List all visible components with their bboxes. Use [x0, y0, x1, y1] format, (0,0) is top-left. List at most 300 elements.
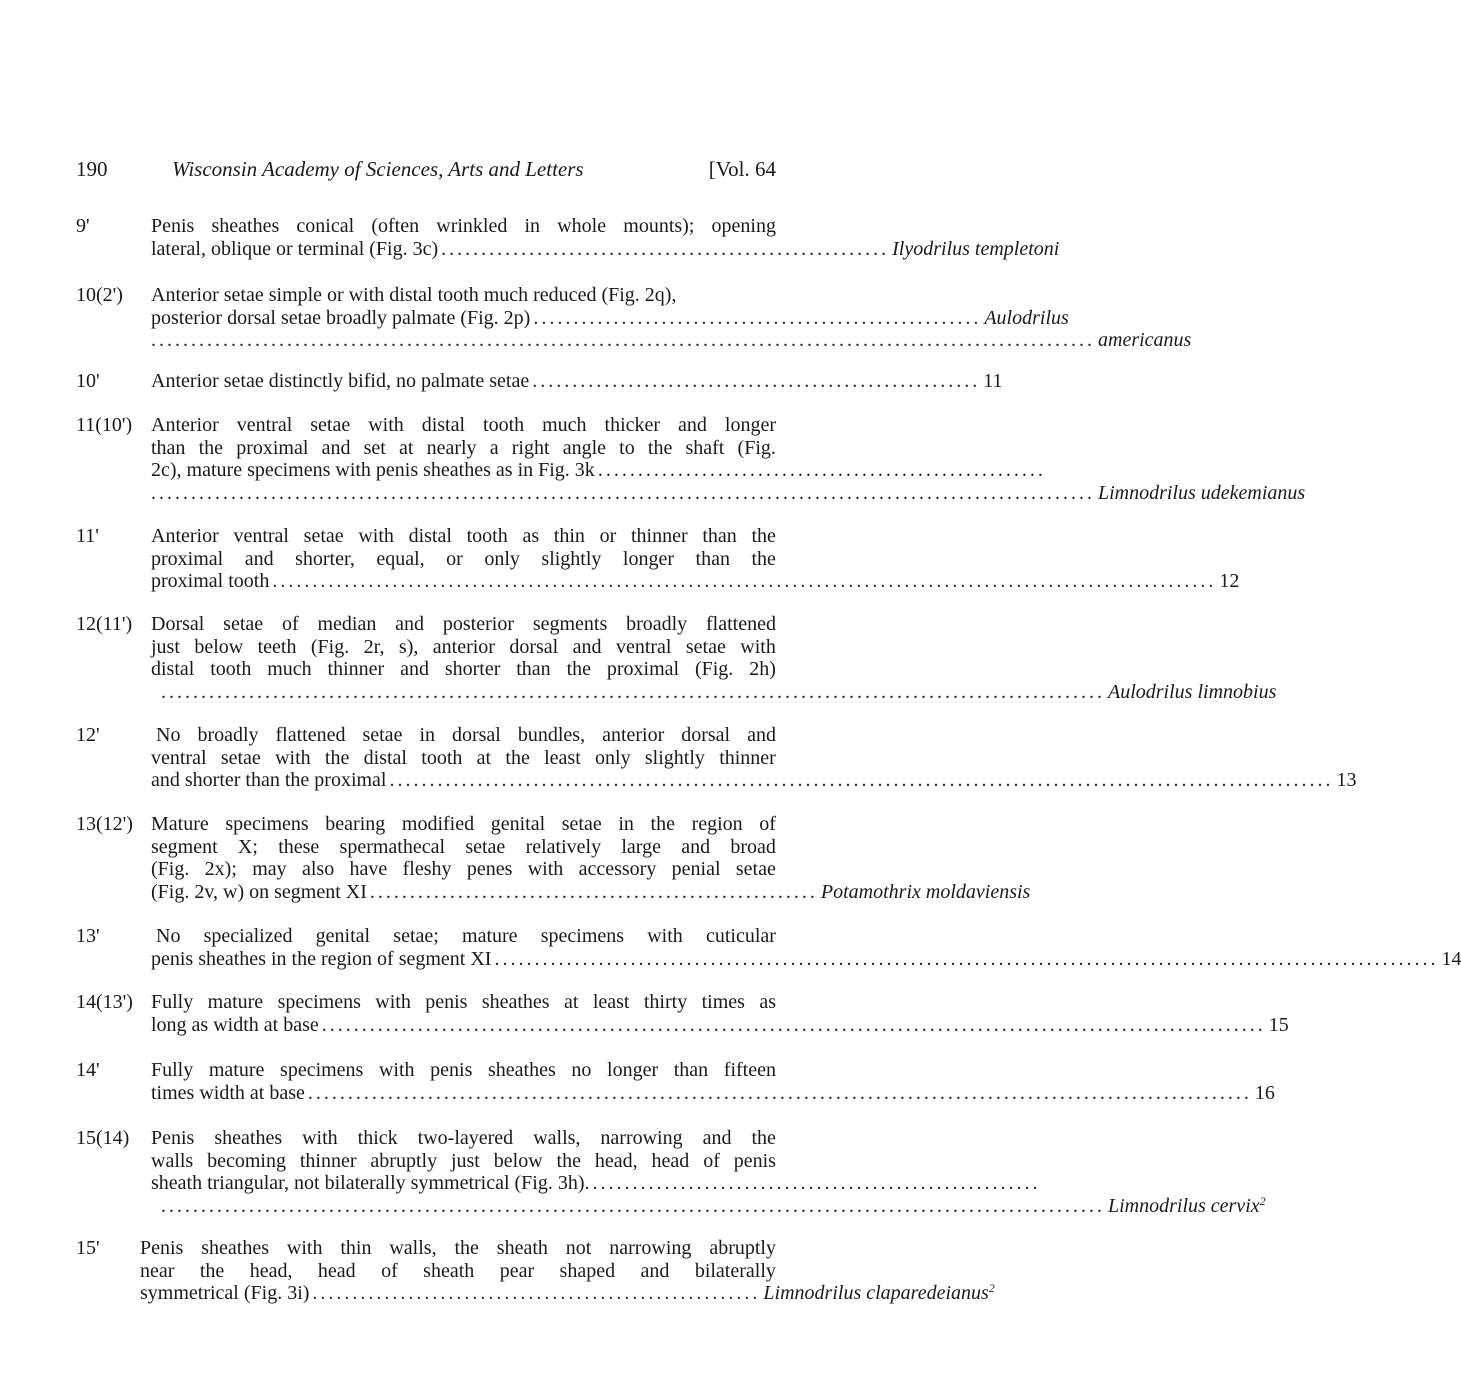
couplet-number: 12(11'): [76, 613, 133, 635]
word: and: [640, 1259, 670, 1282]
word: Anterior: [151, 525, 219, 547]
word: (Fig.: [694, 658, 734, 680]
word: sheath: [423, 1259, 475, 1282]
couplet-number: 14(13'): [76, 991, 133, 1013]
word: relatively: [525, 835, 602, 858]
word: as: [759, 991, 776, 1013]
word: with: [286, 1237, 323, 1259]
word: to: [619, 436, 635, 459]
word: genital: [315, 925, 371, 947]
lead-number: 15: [1268, 1013, 1289, 1036]
word: slightly: [541, 547, 602, 570]
word: with: [275, 746, 311, 769]
couplet-line-text: lateral, oblique or terminal (Fig. 3c): [151, 237, 439, 260]
couplet-line: [151, 1013, 1289, 1037]
dot-leader: ......................................................................................................................: [161, 680, 1105, 703]
taxon-result: Aulodrilus limnobius: [1108, 680, 1277, 703]
word: setae: [465, 835, 506, 858]
couplet-line: [151, 370, 1003, 393]
dot-leader: ......................................................................................................................: [161, 1194, 1105, 1217]
couplet-line: Anterior setae simple or with distal tooth much reduced (Fig. 2q),: [151, 284, 677, 306]
couplet-line: [151, 215, 776, 238]
word: genital: [490, 813, 546, 835]
couplet-line-text: sheath triangular, not bilaterally symmetrical (Fig. 3h).: [151, 1172, 590, 1194]
word: head,: [249, 1259, 293, 1282]
couplet-line-text: times width at base: [151, 1081, 305, 1104]
word: sheathes: [488, 1059, 556, 1081]
couplet-text: [151, 284, 1192, 352]
word: near: [140, 1259, 175, 1282]
word: times: [701, 991, 745, 1013]
word: longer: [622, 547, 675, 570]
word: and: [321, 436, 351, 459]
couplet-line: [151, 769, 1357, 792]
word: penis: [733, 1149, 776, 1172]
couplet-text: [151, 525, 1240, 593]
word: spermathecal: [339, 835, 446, 858]
couplet-line-text: symmetrical (Fig. 3i): [140, 1282, 310, 1304]
word: below: [194, 635, 244, 658]
word: thinner: [630, 525, 688, 547]
word: in: [419, 724, 435, 746]
word: head: [317, 1259, 356, 1282]
word: 2x);: [204, 858, 237, 880]
word: fleshy: [402, 858, 452, 880]
couplet-line-text: Anterior setae distinctly bifid, no palmate setae: [151, 370, 530, 392]
word: right: [511, 436, 550, 459]
word: much: [267, 658, 312, 680]
word: s),: [398, 635, 419, 658]
word: specimens: [225, 813, 309, 835]
word: abruptly: [370, 1149, 438, 1172]
couplet-line: [151, 237, 1060, 261]
word: angle: [562, 436, 607, 459]
word: Fully: [151, 991, 194, 1013]
word: No: [156, 925, 181, 947]
word: proximal: [606, 658, 680, 680]
couplet-line: [151, 636, 776, 659]
lead-number: 11: [983, 370, 1003, 392]
couplet-line: [151, 437, 776, 460]
word: these: [278, 835, 320, 858]
couplet-line-text: (Fig. 2v, w) on segment XI: [151, 880, 367, 903]
word: least: [544, 746, 581, 769]
word: in: [618, 813, 634, 835]
word: the: [198, 436, 224, 459]
couplet-number: 11(10'): [76, 414, 133, 436]
word: setae;: [393, 925, 439, 947]
word: penial: [671, 858, 721, 880]
word: with: [740, 635, 776, 658]
couplet-text: [151, 613, 1277, 703]
word: the: [566, 658, 591, 680]
word: setae: [220, 746, 261, 769]
couplet-number: 15(14): [76, 1127, 130, 1149]
lead-number: 16: [1254, 1081, 1275, 1104]
dot-leader: ........................................................: [312, 1282, 761, 1304]
taxon-name: Limnodrilus cervix: [1108, 1194, 1260, 1217]
word: specimens: [540, 925, 625, 947]
word: and: [244, 547, 274, 570]
couplet-line: [140, 1281, 995, 1305]
taxon-result: Limnodrilus udekemianus: [1098, 481, 1306, 504]
couplet-text: [151, 991, 1289, 1036]
word: of: [703, 1149, 720, 1172]
word: teeth: [257, 635, 297, 658]
couplet-number: 12': [76, 724, 100, 746]
word: tooth: [210, 658, 252, 680]
word: longer: [607, 1059, 659, 1081]
word: with: [527, 858, 564, 880]
word: tooth: [466, 525, 508, 547]
word: whole: [557, 215, 607, 237]
couplet-line: [140, 1237, 776, 1260]
word: of: [281, 613, 299, 635]
word: accessory: [578, 858, 657, 880]
lead-number: 12: [1219, 570, 1240, 592]
couplet-line: [151, 925, 776, 948]
word: flattened: [275, 724, 346, 746]
couplet-line: [151, 858, 776, 881]
word: conical: [296, 215, 355, 237]
couplet-text: [140, 1237, 995, 1305]
dot-leader: ......................................................................................................................: [494, 947, 1439, 970]
word: than: [702, 525, 737, 547]
word: walls,: [389, 1237, 437, 1259]
dot-leader: ........................................................: [441, 237, 890, 260]
couplet-text: [151, 1127, 1266, 1217]
word: Anterior: [151, 414, 219, 436]
word: ventral: [151, 746, 207, 769]
word: penis: [430, 1059, 473, 1081]
word: narrowing: [609, 1237, 692, 1259]
couplet-line: [151, 1172, 1041, 1195]
word: thirty: [643, 991, 688, 1013]
word: distal: [408, 525, 452, 547]
footnote-marker: 2: [988, 1281, 995, 1295]
word: abruptly: [709, 1237, 776, 1259]
word: and: [747, 724, 776, 746]
word: wrinkled: [436, 215, 508, 237]
word: slightly: [644, 746, 705, 769]
couplet-number: 9': [76, 215, 90, 237]
running-header: [76, 155, 776, 183]
word: thinner: [299, 1149, 357, 1172]
couplet-number: 11': [76, 525, 99, 547]
couplet-line-text: proximal tooth: [151, 570, 270, 592]
word: proximal: [236, 436, 309, 459]
word: than: [516, 658, 551, 680]
word: setae: [561, 813, 602, 835]
word: large: [621, 835, 661, 858]
page-number: 190: [76, 157, 108, 181]
word: sheathes: [481, 991, 550, 1013]
word: Penis: [140, 1237, 184, 1259]
footnote-marker: 2: [1259, 1193, 1266, 1208]
word: shorter,: [295, 547, 355, 570]
word: mature: [208, 1059, 265, 1081]
word: in: [524, 215, 541, 237]
word: a: [489, 436, 499, 459]
couplet-line: [151, 1081, 1275, 1105]
word: longer: [724, 414, 776, 436]
word: shaft: [685, 436, 725, 459]
couplet-line: [151, 570, 1240, 593]
word: the: [751, 1127, 776, 1149]
couplet-line: [151, 459, 1046, 482]
word: thinner: [719, 746, 776, 769]
word: 2h): [749, 658, 776, 680]
word: just: [450, 1149, 480, 1172]
word: segments: [532, 613, 608, 635]
dot-leader: ......................................................................................................................: [151, 329, 1095, 351]
taxon-result: Potamothrix moldaviensis: [820, 880, 1031, 903]
couplet-line: [151, 813, 776, 836]
couplet-number: 10': [76, 370, 100, 392]
word: and: [681, 835, 711, 858]
word: than: [695, 547, 730, 570]
word: the: [556, 1149, 581, 1172]
word: the: [505, 746, 530, 769]
couplet-text: [151, 813, 1031, 903]
couplet-line-text: and shorter than the proximal: [151, 769, 387, 791]
lead-number: 13: [1336, 769, 1357, 791]
couplet-line: [151, 548, 776, 571]
word: dorsal: [509, 635, 559, 658]
couplet-line-text: long as width at base: [151, 1013, 319, 1036]
word: the: [650, 813, 675, 835]
journal-title: Wisconsin Academy of Sciences, Arts and Letters: [172, 157, 584, 181]
word: dorsal: [681, 724, 731, 746]
couplet-line: [151, 836, 776, 859]
word: Penis: [151, 1127, 195, 1149]
word: the: [454, 1237, 479, 1259]
word: or: [446, 547, 463, 570]
word: setae: [685, 635, 726, 658]
couplet-line: [151, 306, 1069, 330]
couplet-line: [151, 947, 1461, 971]
taxon-result: Ilyodrilus templetoni: [892, 237, 1060, 260]
word: dorsal: [451, 724, 501, 746]
couplet-text: [151, 370, 1003, 393]
word: the: [647, 436, 673, 459]
word: tooth: [421, 746, 463, 769]
word: thin: [553, 525, 585, 547]
couplet-line: [151, 1127, 776, 1150]
dot-leader: ........................................................: [533, 306, 982, 329]
word: thin: [340, 1237, 372, 1259]
word: setae: [303, 525, 344, 547]
word: not: [565, 1237, 592, 1259]
word: shorter: [444, 658, 501, 680]
word: may: [252, 858, 287, 880]
lead-number: 14: [1441, 947, 1461, 970]
couplet-number: 10(2'): [76, 284, 123, 306]
word: (Fig.: [151, 858, 190, 880]
word: and: [702, 1127, 732, 1149]
couplet-line: [151, 329, 1192, 352]
dot-leader: ......................................................................................................................: [151, 481, 1095, 504]
word: than: [673, 1059, 709, 1081]
couplet-line-text: 2c), mature specimens with penis sheathes as in Fig. 3k: [151, 459, 595, 481]
word: ventral: [615, 635, 672, 658]
couplet-text: [151, 1059, 1275, 1104]
word: pear: [499, 1259, 535, 1282]
dot-leader: ......................................................................................................................: [389, 769, 1334, 791]
word: only: [595, 746, 631, 769]
word: distal: [363, 746, 407, 769]
word: bearing: [325, 813, 386, 835]
word: the: [751, 547, 776, 570]
word: sheath: [496, 1237, 548, 1259]
couplet-line: [151, 1150, 776, 1173]
word: becoming: [207, 1149, 286, 1172]
couplet-line: [151, 880, 1031, 904]
word: broad: [730, 835, 776, 858]
couplet-line-text: posterior dorsal setae broadly palmate (Fig. 2p): [151, 306, 531, 329]
couplet-line: [151, 481, 1306, 505]
word: walls,: [533, 1127, 581, 1149]
word: specimens: [280, 1059, 364, 1081]
word: head: [651, 1149, 690, 1172]
couplet-text: [151, 724, 1357, 792]
word: or: [599, 525, 617, 547]
word: also: [301, 858, 335, 880]
dot-leader: ........................................................: [532, 370, 981, 392]
couplet-number: 13(12'): [76, 813, 133, 835]
dot-leader: ........................................................: [369, 880, 818, 903]
word: of: [759, 813, 776, 835]
word: bundles,: [517, 724, 586, 746]
word: specialized: [203, 925, 293, 947]
word: bilaterally: [694, 1259, 776, 1282]
dot-leader: ......................................................................................................................: [307, 1081, 1252, 1104]
dot-leader: ......................................................................................................................: [272, 570, 1217, 592]
word: (often: [371, 215, 420, 237]
couplet-line: [140, 1260, 776, 1283]
word: penis: [425, 991, 468, 1013]
word: mounts);: [623, 215, 695, 237]
word: setae: [735, 858, 776, 880]
word: with: [378, 1059, 415, 1081]
word: at: [476, 746, 492, 769]
word: cuticular: [705, 925, 776, 947]
word: two-layered: [417, 1127, 514, 1149]
word: walls: [151, 1149, 194, 1172]
word: no: [571, 1059, 592, 1081]
word: modified: [401, 813, 475, 835]
word: sheathes: [201, 1237, 269, 1259]
word: X;: [237, 835, 258, 858]
word: below: [493, 1149, 543, 1172]
word: anterior: [432, 635, 495, 658]
word: tooth: [483, 414, 525, 436]
word: the: [751, 525, 776, 547]
word: mature: [207, 991, 264, 1013]
word: broadly: [197, 724, 259, 746]
taxon-result: [1108, 1195, 1266, 1218]
word: Mature: [151, 813, 209, 835]
word: thick: [357, 1127, 398, 1149]
word: and: [678, 414, 707, 436]
word: with: [358, 525, 394, 547]
couplet-number: 13': [76, 925, 100, 947]
word: than: [151, 436, 186, 459]
word: distal: [151, 658, 195, 680]
word: setae: [310, 414, 351, 436]
couplet-line: [151, 1193, 1266, 1218]
word: at: [398, 436, 414, 459]
word: the: [324, 746, 350, 769]
couplet-number: 15': [76, 1237, 100, 1259]
word: nearly: [426, 436, 477, 459]
couplet-line: [151, 658, 776, 681]
word: Fully: [151, 1059, 194, 1081]
dot-leader: ......................................................................................................................: [321, 1013, 1266, 1036]
word: broadly: [626, 613, 688, 635]
word: much: [542, 414, 587, 436]
couplet-line: [151, 991, 776, 1014]
word: Penis: [151, 215, 195, 237]
word: and: [400, 658, 429, 680]
word: equal,: [376, 547, 425, 570]
word: ventral: [233, 525, 289, 547]
couplet-line: [151, 747, 776, 770]
word: posterior: [442, 613, 514, 635]
word: only: [484, 547, 520, 570]
couplet-number: 14': [76, 1059, 100, 1081]
taxon-result: [763, 1282, 994, 1305]
word: (Fig.: [310, 635, 350, 658]
word: segment: [151, 835, 218, 858]
word: set: [363, 436, 386, 459]
word: at: [563, 991, 579, 1013]
taxon-result: Aulodrilus: [984, 306, 1069, 329]
word: thinner: [327, 658, 385, 680]
word: region: [691, 813, 743, 835]
word: of: [381, 1259, 398, 1282]
word: and: [572, 635, 602, 658]
word: the: [199, 1259, 225, 1282]
word: as: [522, 525, 540, 547]
word: mature: [462, 925, 518, 947]
word: with: [368, 414, 404, 436]
couplet-line: [151, 1059, 776, 1082]
word: with: [375, 991, 411, 1013]
couplet-line: [151, 525, 776, 548]
word: Dorsal: [151, 613, 205, 635]
word: flattened: [706, 613, 776, 635]
taxon-name: Limnodrilus claparedeianus: [763, 1282, 989, 1304]
word: setae: [362, 724, 403, 746]
couplet-text: [151, 414, 1306, 504]
word: proximal: [151, 547, 224, 570]
word: shaped: [559, 1259, 616, 1282]
dot-leader: ........................................................: [592, 1172, 1041, 1194]
word: setae: [223, 613, 264, 635]
word: narrowing: [600, 1127, 683, 1149]
word: with: [647, 925, 683, 947]
word: distal: [421, 414, 466, 436]
word: anterior: [602, 724, 665, 746]
couplet-line-text: penis sheathes in the region of segment XI: [151, 947, 492, 970]
word: least: [592, 991, 630, 1013]
couplet-line: [151, 724, 776, 747]
word: No: [156, 724, 181, 746]
word: 2r,: [363, 635, 385, 658]
word: ventral: [236, 414, 293, 436]
couplet-line: [151, 680, 1277, 704]
